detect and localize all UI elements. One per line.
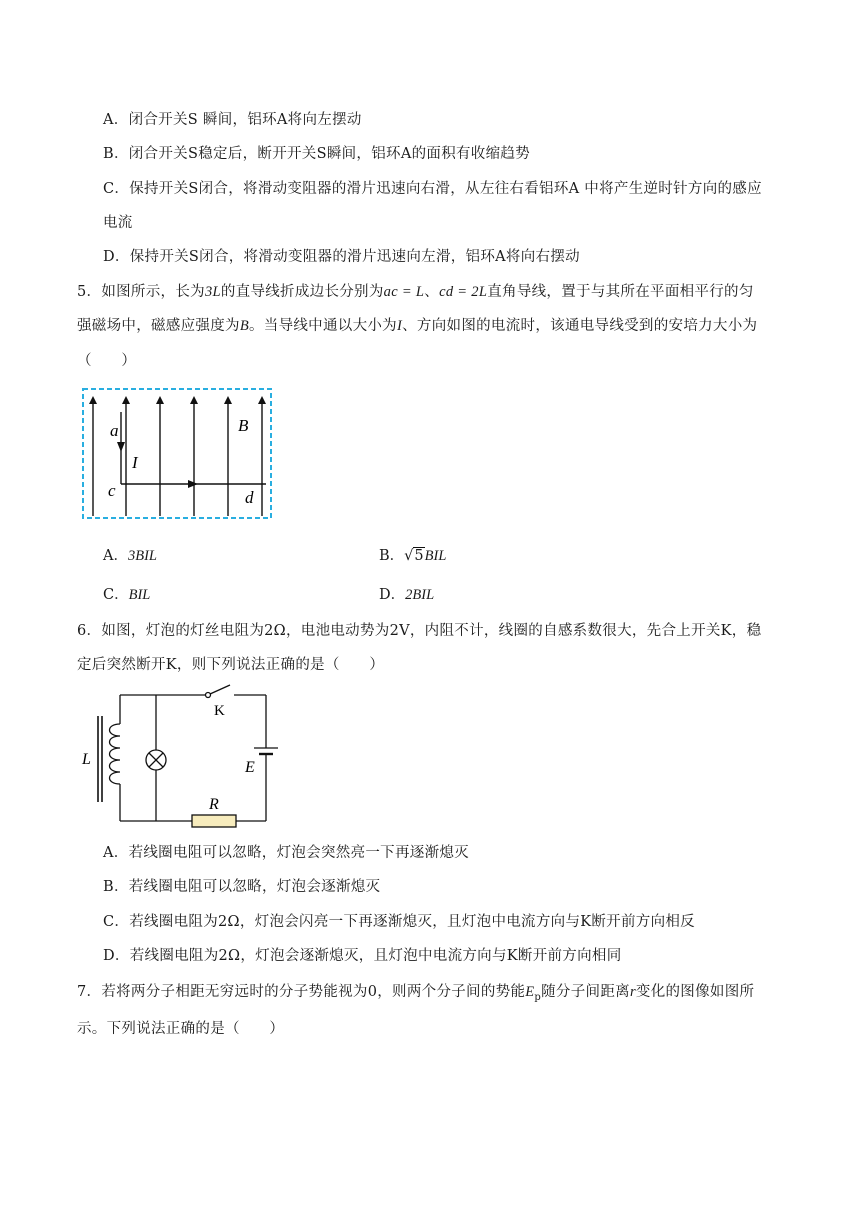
inductor-coil [110, 724, 121, 784]
q5-b-symbol: B [239, 318, 249, 334]
label-k: K [214, 703, 225, 719]
field-lines [93, 400, 262, 516]
q4-option-a: A．闭合开关S 瞬间，铝环A将向左摆动 [103, 112, 362, 128]
q5-text: 的直导线折成边长分别为 [220, 284, 384, 300]
option-label: B． [379, 548, 405, 564]
q5-option-c [103, 585, 150, 605]
q7-text: 7．若将两分子相距无穷远时的分子势能视为0，则两个分子间的势能 [77, 984, 526, 1000]
q5-text: 强磁场中，磁感应强度为 [77, 318, 240, 334]
label-e: E [245, 759, 255, 776]
q5-text: 直角导线，置于与其所在平面相平行的匀 [487, 284, 754, 300]
q7-stem-line1 [77, 982, 754, 1008]
q5-stem-line2 [77, 316, 757, 336]
label-b: B [238, 416, 249, 435]
q5-magnetic-field-figure [80, 386, 275, 522]
option-label: A． [103, 548, 128, 564]
q5-option-a [103, 546, 157, 566]
label-c: c [108, 481, 116, 500]
q5-i-symbol: I [396, 318, 403, 334]
q5-text: 。当导线中通以大小为 [248, 318, 397, 334]
current-arrow-ac [117, 442, 125, 452]
sqrt-radicand: 5 [414, 548, 424, 564]
q5-answer-bracket: （ ） [77, 353, 137, 369]
q5-sep: 、 [424, 284, 440, 300]
label-l: L [82, 751, 91, 768]
q7-ep-symbol: E [525, 984, 535, 1000]
option-value: BIL [424, 548, 447, 564]
label-d: d [245, 488, 254, 507]
q6-circuit-figure [76, 680, 286, 830]
q6-stem-line2: 定后突然断开K，则下列说法正确的是（ ） [77, 657, 385, 673]
q6-option-d: D．若线圈电阻为2Ω，灯泡会逐渐熄灭，且灯泡中电流方向与K断开前方向相同 [103, 948, 622, 964]
q7-r-symbol: r [629, 984, 636, 1000]
option-value: 3BIL [127, 548, 157, 564]
q7-ep-subscript: p [534, 991, 542, 1003]
q5-cd-eq: cd = 2L [439, 284, 488, 300]
sqrt-symbol: √ [404, 548, 414, 564]
current-arrow-cd [188, 480, 198, 488]
q5-option-d [379, 585, 434, 605]
q5-ac-eq: ac = L [383, 284, 425, 300]
option-value: 2BIL [405, 587, 435, 603]
label-i: I [132, 453, 138, 472]
q5-stem-line1 [77, 282, 754, 302]
q5-text: 、方向如图的电流时，该通电导线受到的安培力大小为 [402, 318, 758, 334]
q6-stem-line1: 6．如图，灯泡的灯丝电阻为2Ω，电池电动势为2V，内阻不计，线圈的自感系数很大，先合上开关K，稳 [77, 623, 762, 639]
q4-option-b: B．闭合开关S稳定后，断开开关S瞬间，铝环A的面积有收缩趋势 [103, 146, 530, 162]
q5-length: 3L [204, 284, 221, 300]
q6-option-a: A．若线圈电阻可以忽略，灯泡会突然亮一下再逐渐熄灭 [103, 845, 469, 861]
q5-text: 5．如图所示，长为 [77, 284, 205, 300]
q7-stem-line2: 示。下列说法正确的是（ ） [77, 1021, 285, 1037]
option-label: D． [379, 587, 406, 603]
q6-option-b: B．若线圈电阻可以忽略，灯泡会逐渐熄灭 [103, 879, 381, 895]
q4-option-c-line1: C．保持开关S闭合，将滑动变阻器的滑片迅速向右滑，从左往右看铝环A 中将产生逆时针方向的感应 [103, 181, 762, 197]
label-r: R [209, 796, 219, 813]
q7-text: 随分子间距离 [541, 984, 630, 1000]
option-value: BIL [128, 587, 151, 603]
q6-option-c: C．若线圈电阻为2Ω，灯泡会闪亮一下再逐渐熄灭，且灯泡中电流方向与K断开前方向相反 [103, 914, 695, 930]
label-a: a [110, 421, 119, 440]
switch-blade [210, 685, 230, 694]
q5-option-b [379, 546, 446, 566]
q7-text: 变化的图像如图所 [635, 984, 755, 1000]
switch-contact [206, 693, 211, 698]
q4-option-c-line2: 电流 [103, 215, 133, 231]
option-label: C． [103, 587, 129, 603]
q4-option-d: D．保持开关S闭合，将滑动变阻器的滑片迅速向左滑，铝环A将向右摆动 [103, 249, 580, 265]
resistor [192, 815, 236, 827]
